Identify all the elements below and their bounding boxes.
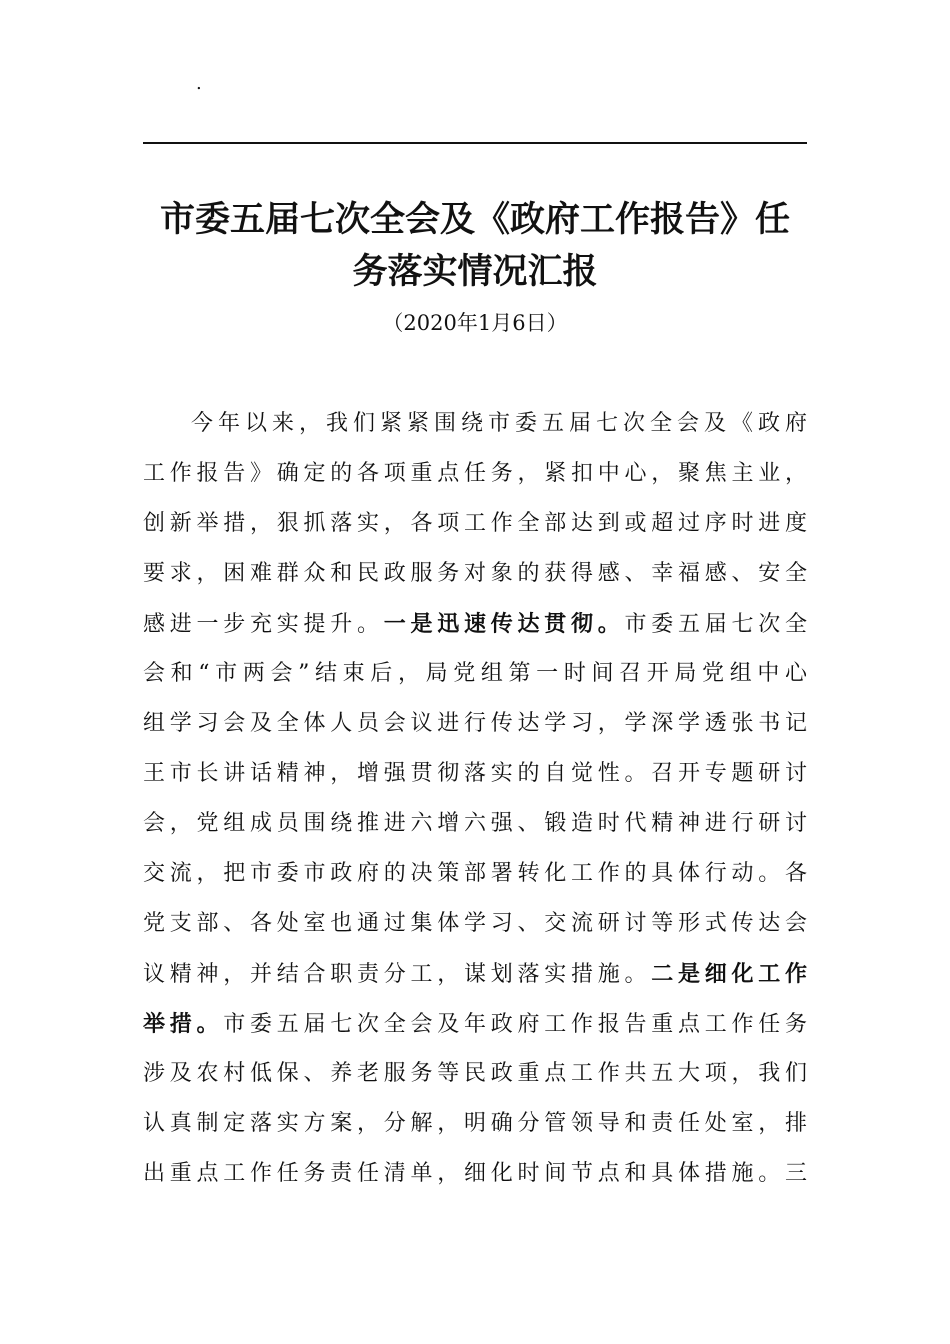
title-line-1: 市委五届七次全会及《政府工作报告》任 <box>159 200 790 240</box>
header-rule <box>143 142 807 144</box>
body-text: 感进一步充实提升。 <box>143 612 384 637</box>
body-line: 党支部、各处室也通过集体学习、交流研讨等形式传达会 <box>143 911 807 936</box>
title-line-2: 务落实情况汇报 <box>352 252 598 292</box>
point-heading-1: 一是迅速传达贯彻。 <box>383 611 625 637</box>
body-line: 交流，把市委市政府的决策部署转化工作的具体行动。各 <box>143 861 807 886</box>
body-line: 要求，困难群众和民政服务对象的获得感、幸福感、安全 <box>143 561 807 586</box>
body-text: 市委五届七次全会及年政府工作报告重点工作任务 <box>223 1012 807 1037</box>
body-line: 涉及农村低保、养老服务等民政重点工作共五大项，我们 <box>143 1061 807 1086</box>
body-line: 创新举措，狠抓落实，各项工作全部达到或超过序时进度 <box>143 511 807 536</box>
body-line: 出重点工作任务责任清单，细化时间节点和具体措施。三 <box>143 1161 807 1186</box>
body-line <box>143 999 807 1049</box>
body-line: 会和“市两会”结束后，局党组第一时间召开局党组中心 <box>143 661 807 686</box>
document-title <box>143 194 807 298</box>
body-text: 议精神，并结合职责分工，谋划落实措施。 <box>143 962 652 987</box>
body-line: 王市长讲话精神，增强贯彻落实的自觉性。召开专题研讨 <box>143 761 807 786</box>
body-line: 组学习会及全体人员会议进行传达学习，学深学透张书记 <box>143 711 807 736</box>
body-line: 今年以来，我们紧紧围绕市委五届七次全会及《政府 <box>191 411 807 436</box>
body-line <box>143 599 807 649</box>
body-paragraph <box>143 399 807 1199</box>
body-line: 工作报告》确定的各项重点任务，紧扣中心，聚焦主业， <box>143 461 807 486</box>
document-date: （2020年1月6日） <box>382 311 568 335</box>
body-line: 会，党组成员围绕推进六增六强、锻造时代精神进行研讨 <box>143 811 807 836</box>
body-line: 认真制定落实方案，分解，明确分管领导和责任处室，排 <box>143 1111 807 1136</box>
header-mark: . <box>196 73 202 94</box>
body-text: 市委五届七次全 <box>624 612 807 637</box>
point-heading-2: 二是细化工作 <box>651 961 807 987</box>
body-line <box>143 949 807 999</box>
point-heading-2-end: 举措。 <box>143 1011 224 1037</box>
